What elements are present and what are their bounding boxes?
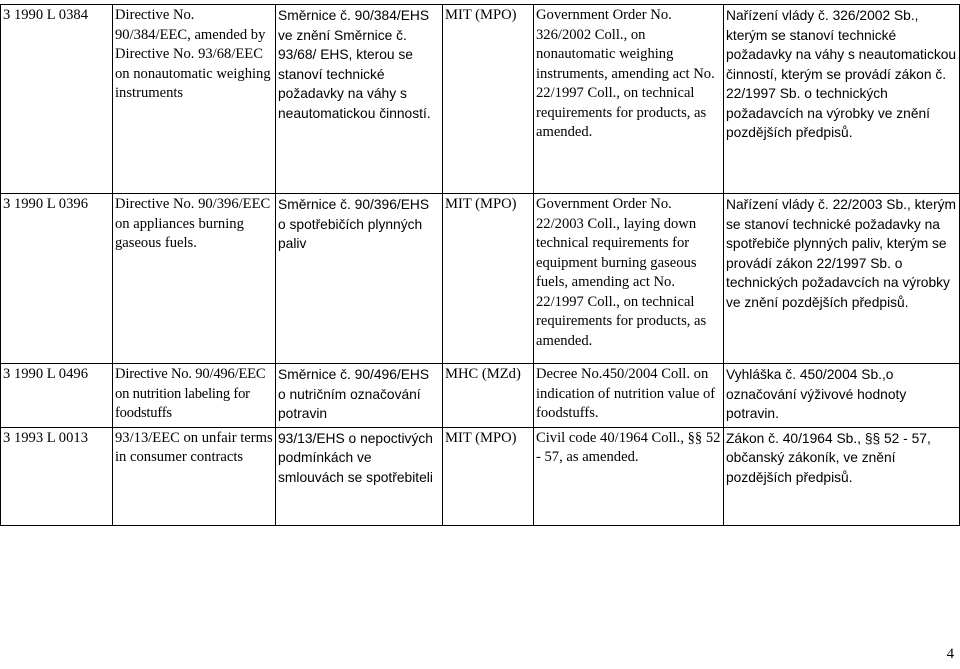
directive-title: 93/13/EEC on unfair terms in consumer contracts [113, 427, 276, 525]
implementing-order: Government Order No. 22/2003 Coll., laying down technical requirements for equipment burning gaseous fuels, amending act No. 22/1997 Coll., on technical requirements for products, as amended. [534, 194, 724, 364]
czech-implementing-order: Zákon č. 40/1964 Sb., §§ 52 - 57, občanský zákoník, ve znění pozdějších předpisů. [724, 427, 960, 525]
implementing-order: Decree No.450/2004 Coll. on indication of nutrition value of foodstuffs. [534, 364, 724, 428]
page-number: 4 [946, 646, 954, 662]
celex-number: 3 1990 L 0496 [1, 364, 113, 428]
table-row [1, 364, 960, 428]
legislation-table [0, 4, 960, 526]
czech-implementing-order: Vyhláška č. 450/2004 Sb.,o označování výživové hodnoty potravin. [724, 364, 960, 428]
celex-number: 3 1993 L 0013 [1, 427, 113, 525]
celex-number: 3 1990 L 0396 [1, 194, 113, 364]
implementing-order: Government Order No. 326/2002 Coll., on nonautomatic weighing instruments, amending act No. 22/1997 Coll., on technical requirements for products, as amended. [534, 5, 724, 194]
czech-implementing-order: Nařízení vlády č. 326/2002 Sb., kterým se stanoví technické požadavky na váhy s neautomatickou činností, kterým se provádí zákon č. 22/1997 Sb. o technických požadavcích na výrobky ve znění pozdějších předpisů. [724, 5, 960, 194]
czech-implementing-order: Nařízení vlády č. 22/2003 Sb., kterým se stanoví technické požadavky na spotřebiče plynných paliv, kterým se provádí zákon 22/1997 Sb. o technických požadavcích na výrobky ve znění pozdějších předpisů. [724, 194, 960, 364]
directive-title: Directive No. 90/496/EEC on nutrition labeling for foodstuffs [113, 364, 276, 428]
table-row [1, 5, 960, 194]
responsible-authority: MIT (MPO) [443, 194, 534, 364]
directive-title: Directive No. 90/396/EEC on appliances burning gaseous fuels. [113, 194, 276, 364]
table-row [1, 194, 960, 364]
czech-directive-title: Směrnice č. 90/496/EHS o nutričním označování potravin [276, 364, 443, 428]
responsible-authority: MIT (MPO) [443, 427, 534, 525]
responsible-authority: MIT (MPO) [443, 5, 534, 194]
czech-directive-title: Směrnice č. 90/384/EHS ve znění Směrnice č. 93/68/ EHS, kterou se stanoví technické požadavky na váhy s neautomatickou činností. [276, 5, 443, 194]
table-row [1, 427, 960, 525]
czech-directive-title: 93/13/EHS o nepoctivých podmínkách ve smlouvách se spotřebiteli [276, 427, 443, 525]
directive-title: Directive No. 90/384/EEC, amended by Directive No. 93/68/EEC on nonautomatic weighing instruments [113, 5, 276, 194]
celex-number: 3 1990 L 0384 [1, 5, 113, 194]
czech-directive-title: Směrnice č. 90/396/EHS o spotřebičích plynných paliv [276, 194, 443, 364]
implementing-order: Civil code 40/1964 Coll., §§ 52 - 57, as amended. [534, 427, 724, 525]
responsible-authority: MHC (MZd) [443, 364, 534, 428]
